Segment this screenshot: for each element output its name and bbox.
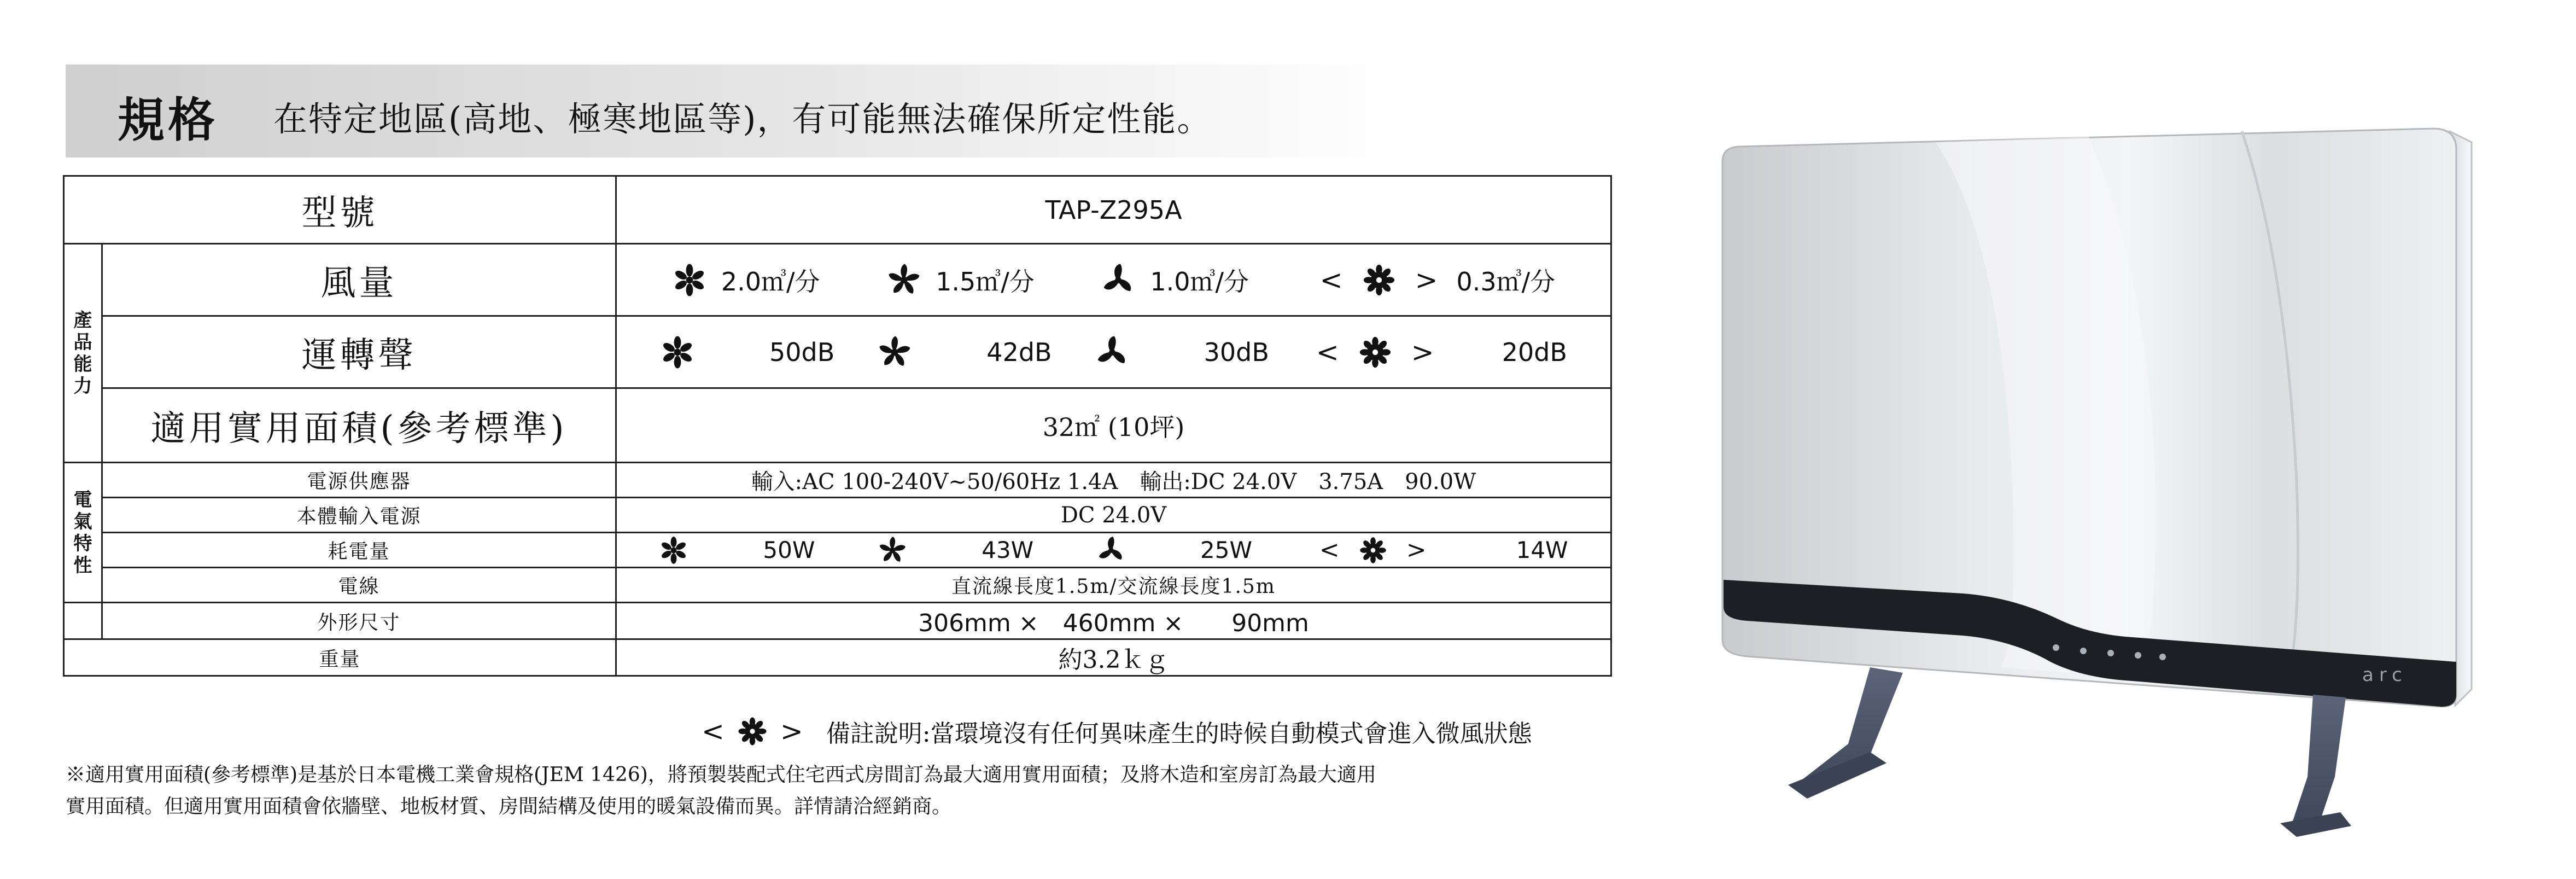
fan-mid-icon bbox=[878, 535, 907, 565]
table-row bbox=[64, 568, 1611, 603]
spec-header-banner bbox=[66, 65, 1405, 158]
consumption-label: 耗電量 bbox=[102, 533, 616, 568]
table-row bbox=[64, 639, 1611, 676]
airflow-low: 1.0㎥/分 bbox=[1150, 266, 1249, 296]
table-row bbox=[64, 498, 1611, 533]
spec-region-note: 在特定地區(高地、極寒地區等)，有可能無法確保所定性能。 bbox=[273, 99, 1212, 139]
area-footnote bbox=[66, 759, 1597, 823]
group-product-label: 產品能力 bbox=[73, 309, 92, 397]
fan-high-icon bbox=[660, 335, 695, 370]
fan-auto-icon bbox=[1362, 263, 1397, 298]
consumption-high: 50W bbox=[763, 537, 815, 563]
spec-table bbox=[63, 175, 1612, 677]
group-electrical bbox=[64, 463, 102, 603]
power-supply-value: 輸入:AC 100-240V~50/60Hz 1.4A 輸出:DC 24.0V 3.75A 90.0W bbox=[616, 463, 1611, 498]
footnote-line-2: 實用面積。但適用實用面積會依牆壁、地板材質、房間結構及使用的暖氣設備而異。詳情請洽經銷商。 bbox=[66, 795, 952, 818]
fan-low-icon bbox=[1101, 263, 1136, 298]
airflow-values: 2.0㎥/分 1.5㎥/分 1.0㎥/分 < > 0.3㎥/分 bbox=[616, 244, 1611, 316]
airflow-mid: 1.5㎥/分 bbox=[936, 266, 1035, 296]
fan-mid-icon bbox=[877, 335, 912, 370]
footnote-line-1: ※適用實用面積(參考標準)是基於日本電機工業會規格(JEM 1426)，將預製裝配式住宅西式房間訂為最大適用實用面積；及將木造和室房訂為最大適用 bbox=[66, 764, 1376, 786]
empty-group-cell bbox=[64, 603, 102, 639]
model-value: TAP-Z295A bbox=[616, 176, 1611, 244]
fan-auto-icon bbox=[1358, 535, 1388, 565]
area-value: 32㎡ (10坪) bbox=[616, 388, 1611, 463]
table-row bbox=[64, 463, 1611, 498]
area-label: 適用實用面積(參考標準) bbox=[102, 388, 616, 463]
table-row bbox=[64, 388, 1611, 463]
consumption-auto: 14W bbox=[1516, 537, 1568, 563]
spec-title: 規格 bbox=[118, 92, 218, 148]
consumption-values: 50W 43W 25W < > 14W bbox=[616, 533, 1611, 568]
fan-high-icon bbox=[659, 535, 688, 565]
body-input-value: DC 24.0V bbox=[616, 498, 1611, 533]
body-input-label: 本體輸入電源 bbox=[102, 498, 616, 533]
weight-label: 重量 bbox=[64, 639, 616, 676]
table-row bbox=[64, 244, 1611, 316]
noise-values: 50dB 42dB 30dB < > 20dB bbox=[616, 316, 1611, 388]
weight-value: 約3.2ｋｇ bbox=[616, 639, 1611, 676]
dimensions-label: 外形尺寸 bbox=[102, 603, 616, 639]
fan-mid-icon bbox=[886, 263, 921, 298]
noise-high: 50dB bbox=[769, 337, 835, 367]
table-row bbox=[64, 176, 1611, 244]
airflow-high: 2.0㎥/分 bbox=[721, 266, 820, 296]
group-product-ability bbox=[64, 244, 102, 463]
product-brand: arc bbox=[2362, 664, 2408, 686]
consumption-low: 25W bbox=[1200, 537, 1253, 563]
fan-high-icon bbox=[672, 263, 707, 298]
noise-auto: 20dB bbox=[1502, 337, 1567, 367]
airflow-label: 風量 bbox=[102, 244, 616, 316]
airflow-auto: 0.3㎥/分 bbox=[1456, 266, 1556, 296]
dimensions-value: 306mm × 460mm × 90mm bbox=[616, 603, 1611, 639]
model-label: 型號 bbox=[64, 176, 616, 244]
noise-mid: 42dB bbox=[986, 337, 1052, 367]
fan-auto-icon bbox=[737, 715, 768, 747]
noise-label: 運轉聲 bbox=[102, 316, 616, 388]
consumption-mid: 43W bbox=[982, 537, 1034, 563]
table-row bbox=[64, 533, 1611, 568]
fan-low-icon bbox=[1095, 335, 1130, 370]
group-electrical-label: 電氣特性 bbox=[73, 488, 92, 577]
fan-low-icon bbox=[1096, 535, 1126, 565]
cable-value: 直流線長度1.5m/交流線長度1.5m bbox=[616, 568, 1611, 603]
product-image bbox=[1706, 98, 2526, 842]
table-row bbox=[64, 316, 1611, 388]
table-row bbox=[64, 603, 1611, 639]
remark-text: 備註說明:當環境沒有任何異味產生的時候自動模式會進入微風狀態 bbox=[826, 720, 1532, 748]
power-supply-label: 電源供應器 bbox=[102, 463, 616, 498]
noise-low: 30dB bbox=[1204, 337, 1269, 367]
auto-mode-remark: < > 備註說明:當環境沒有任何異味產生的時候自動模式會進入微風狀態 bbox=[697, 714, 1532, 749]
fan-auto-icon bbox=[1358, 335, 1393, 370]
cable-label: 電線 bbox=[102, 568, 616, 603]
